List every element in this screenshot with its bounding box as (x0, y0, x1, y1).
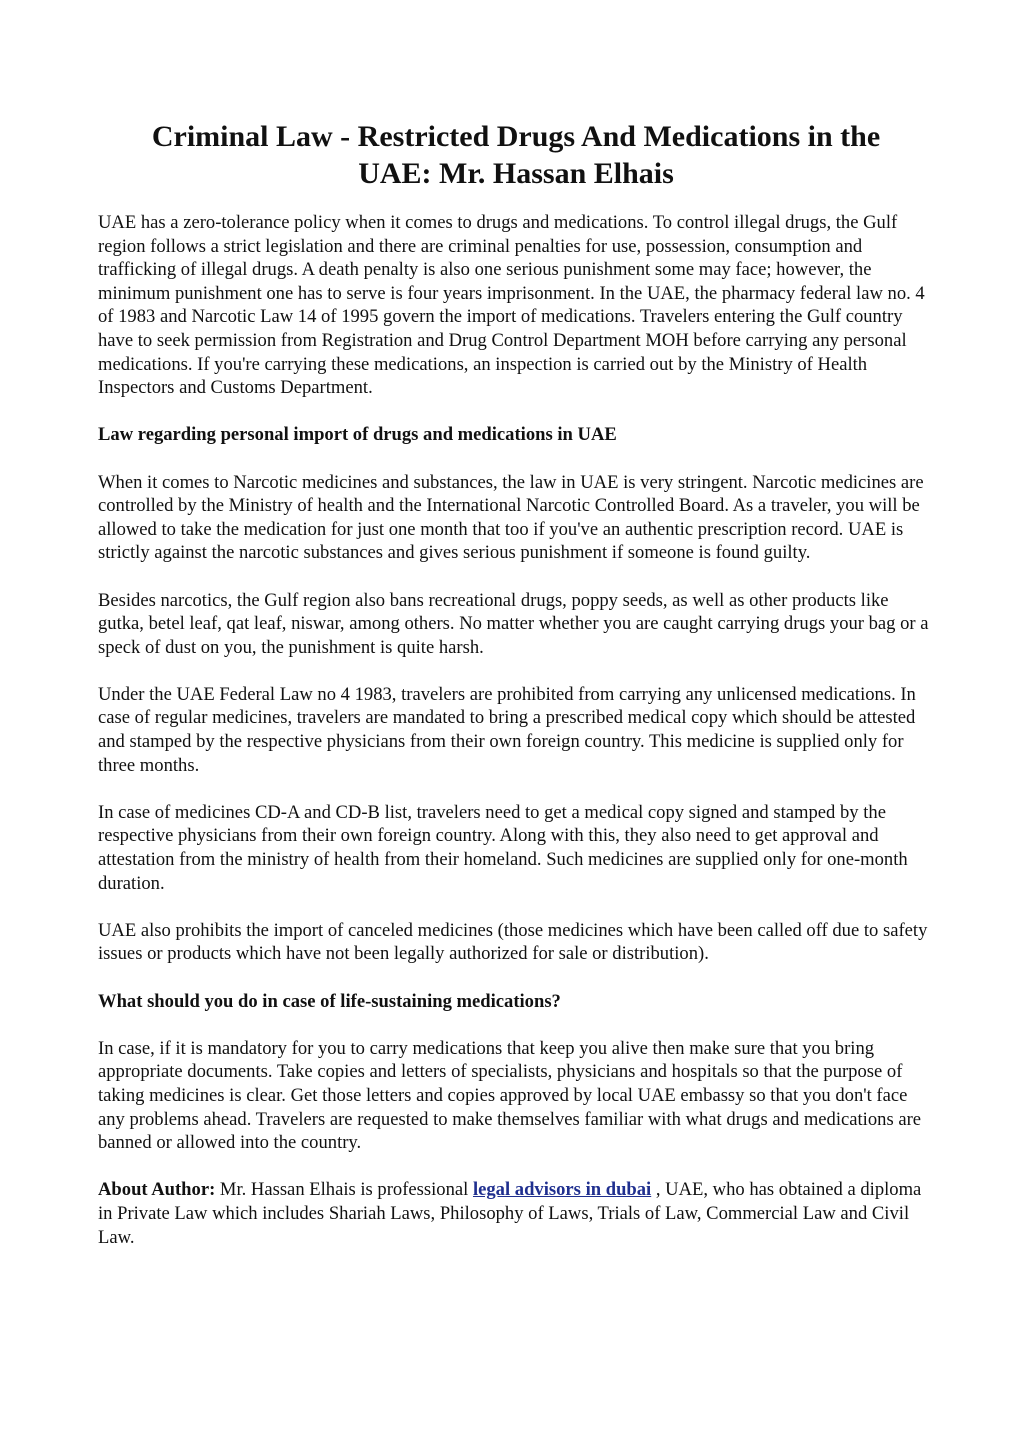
canceled-medicines-paragraph: UAE also prohibits the import of canceled medicines (those medicines which have been called off due to safety issues or products which have not been legally authorized for sale or distribution). (98, 919, 928, 965)
about-author-text-before: Mr. Hassan Elhais is professional (215, 1179, 473, 1201)
document-page (98, 118, 934, 1273)
section-heading-life-sustaining: What should you do in case of life-sustaining medications? (98, 990, 561, 1012)
section-heading-personal-import: Law regarding personal import of drugs and medications in UAE (98, 424, 617, 446)
cd-list-paragraph: In case of medicines CD-A and CD-B list, travelers need to get a medical copy signed and stamped by the respective physicians from their own foreign country. Along with this, they also need to get approval and attestation from the ministry of health from their homeland. Such medicines are supplied only for one-month duration. (98, 801, 908, 894)
life-sustaining-paragraph: In case, if it is mandatory for you to carry medications that keep you alive then make sure that you bring appropriate documents. Take copies and letters of specialists, physicians and hospitals so that the purpose of taking medicines is clear. Get those letters and copies approved by local UAE embassy so that you don't face any problems ahead. Travelers are requested to make themselves familiar with what drugs and medications are banned or allowed into the country. (98, 1037, 922, 1154)
intro-paragraph: UAE has a zero-tolerance policy when it comes to drugs and medications. To control illegal drugs, the Gulf region follows a strict legislation and there are criminal penalties for use, possession, consumption and trafficking of illegal drugs. A death penalty is also one serious punishment some may face; however, the minimum punishment one has to serve is four years imprisonment. In the UAE, the pharmacy federal law no. 4 of 1983 and Narcotic Law 14 of 1995 govern the import of medications. Travelers entering the Gulf country have to seek permission from Registration and Drug Control Department MOH before carrying any personal medications. If you're carrying these medications, an inspection is carried out by the Ministry of Health Inspectors and Customs Department. (98, 212, 925, 399)
legal-advisors-link[interactable]: legal advisors in dubai (472, 1179, 652, 1201)
about-author-paragraph (98, 1178, 934, 1249)
document-title: Criminal Law - Restricted Drugs And Medications in the UAE: Mr. Hassan Elhais (151, 120, 881, 190)
federal-law-paragraph: Under the UAE Federal Law no 4 1983, travelers are prohibited from carrying any unlicensed medications. In case of regular medicines, travelers are mandated to bring a prescribed medical copy which should be attested and stamped by the respective physicians from their own foreign country. This medicine is supplied only for three months. (98, 683, 916, 776)
narcotics-paragraph: When it comes to Narcotic medicines and substances, the law in UAE is very stringent. Narcotic medicines are controlled by the Ministry of health and the International Narcotic Controlled Board. As a traveler, you will be allowed to take the medication for just one month that too if you've an authentic prescription record. UAE is strictly against the narcotic substances and gives serious punishment if someone is found guilty. (98, 471, 924, 564)
about-author-text-after: , UAE, who has obtained a diploma in Private Law which includes Shariah Laws, Philosophy of Laws, Trials of Law, Commercial Law and Civil Law. (98, 1179, 922, 1248)
banned-products-paragraph: Besides narcotics, the Gulf region also bans recreational drugs, poppy seeds, as well as other products like gutka, betel leaf, qat leaf, niswar, among others. No matter whether you are caught carrying drugs your bag or a speck of dust on you, the punishment is quite harsh. (98, 589, 929, 658)
about-author-label: About Author: (98, 1179, 216, 1201)
